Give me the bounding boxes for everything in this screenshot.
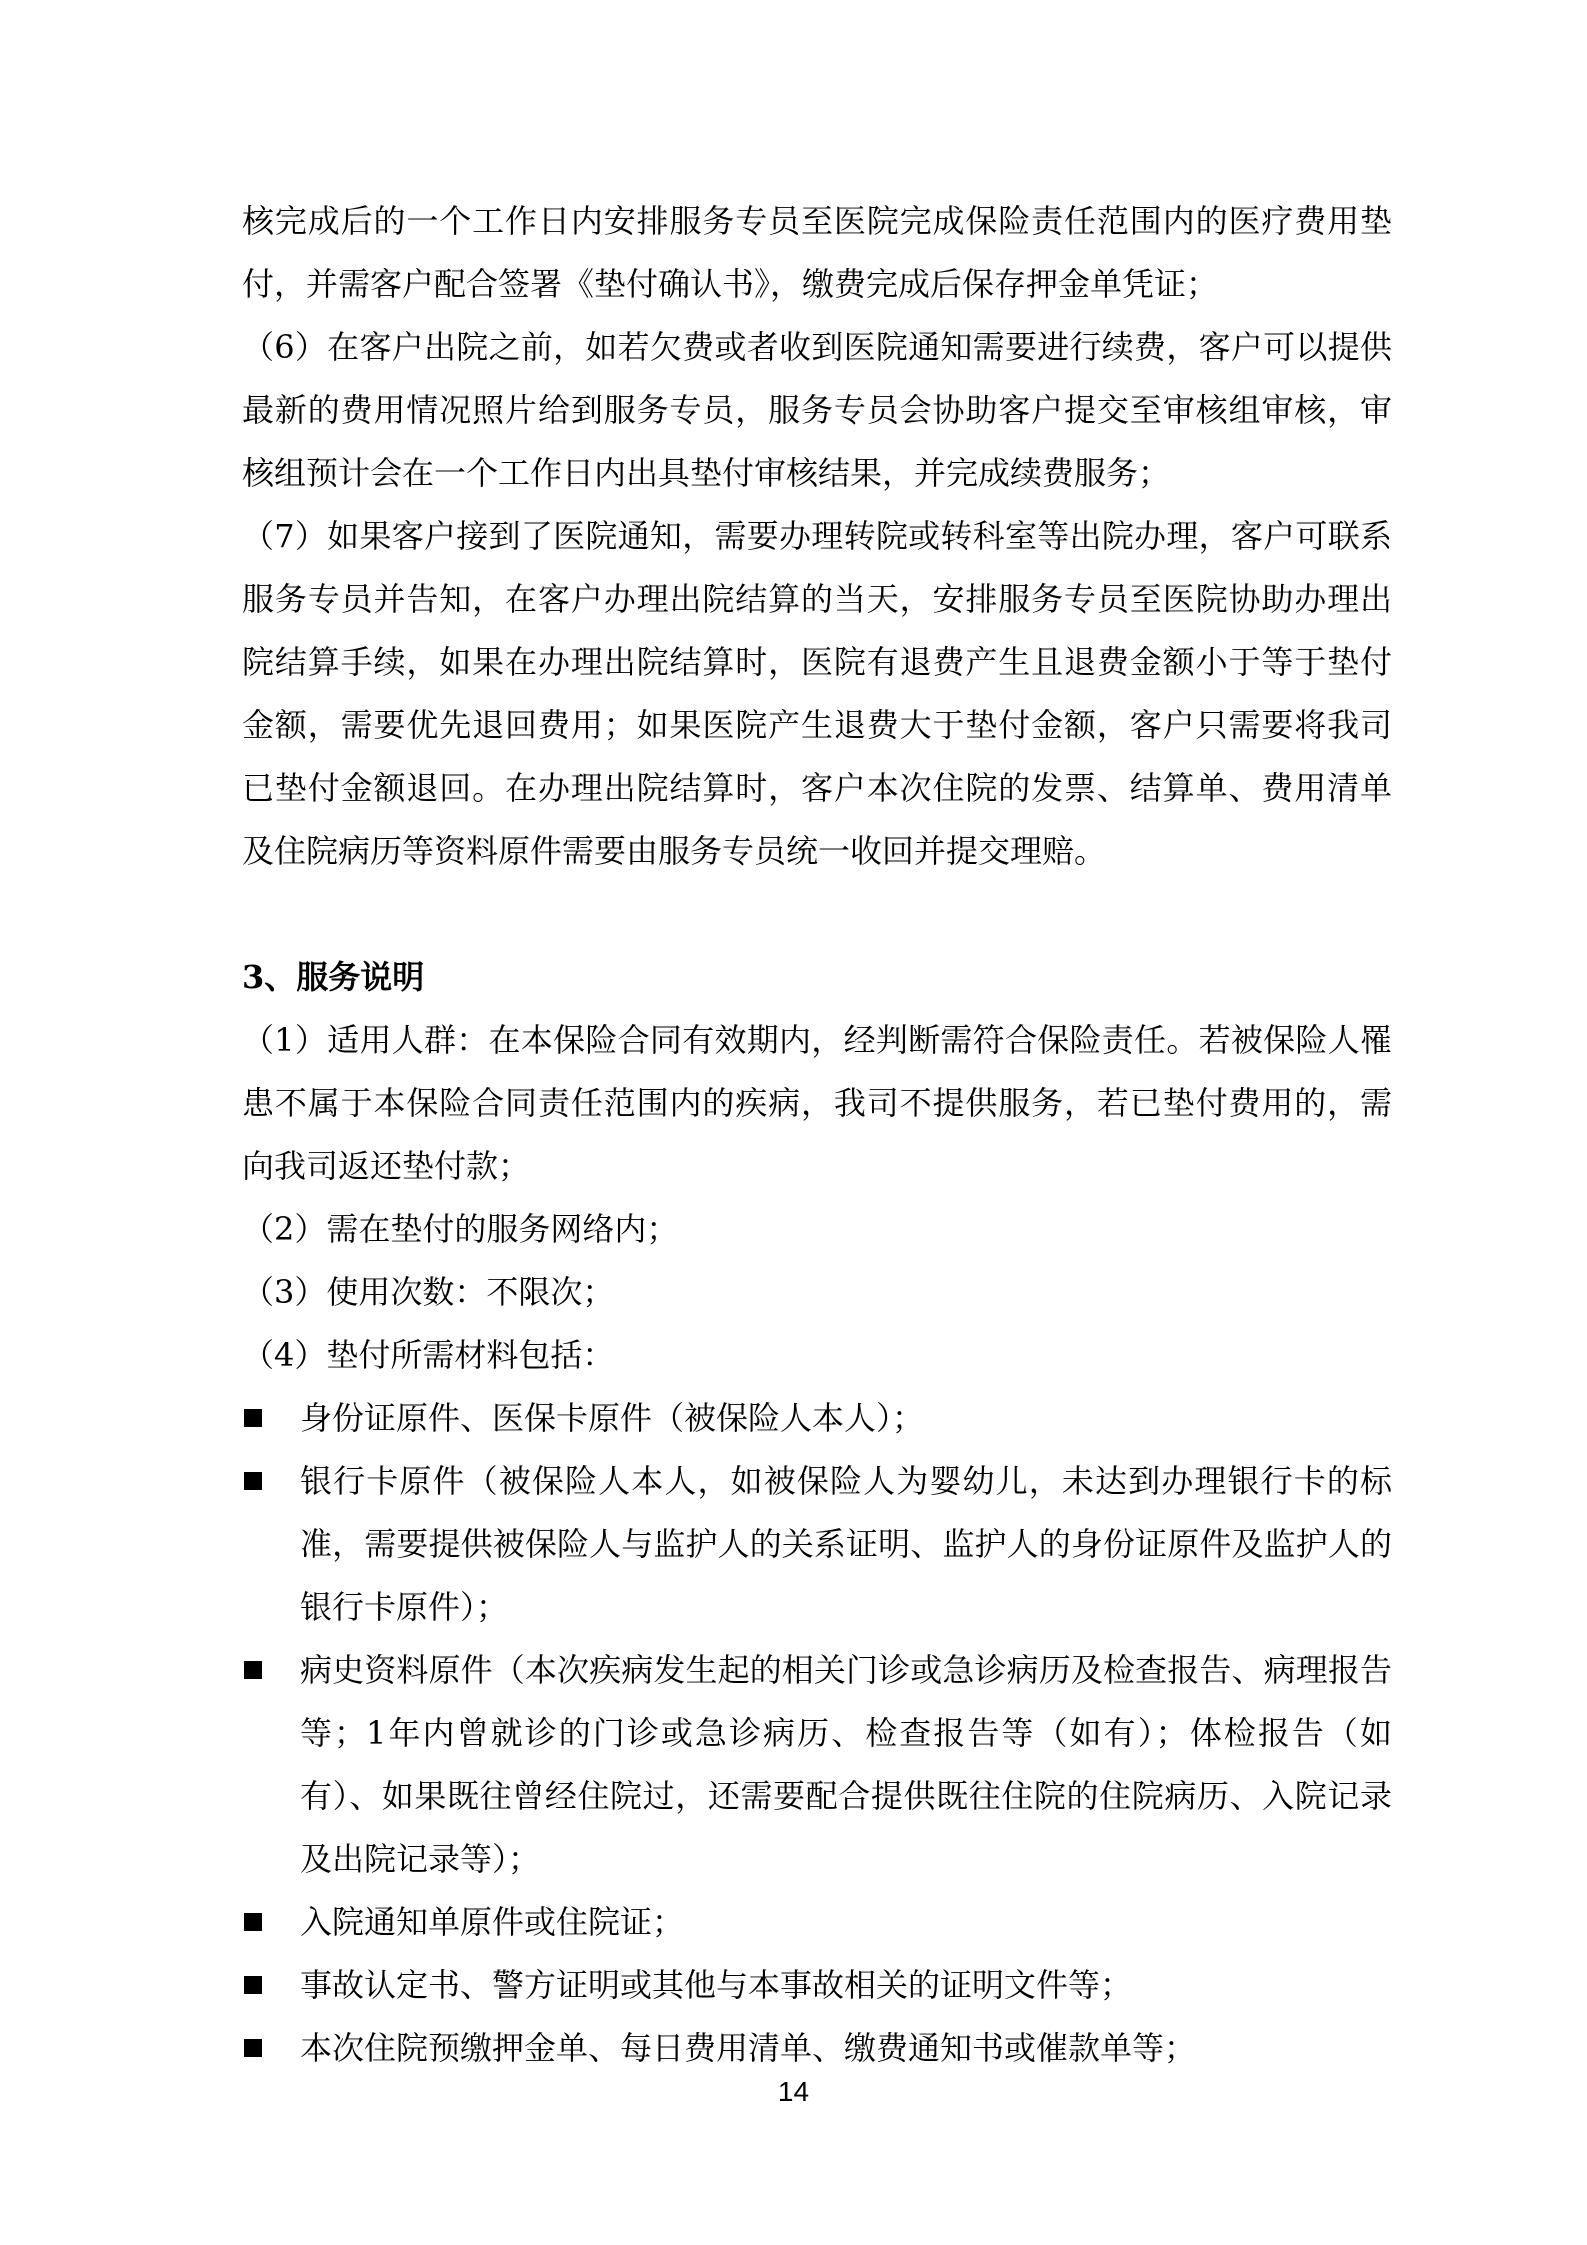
materials-list bbox=[242, 1387, 1392, 2080]
square-bullet-icon bbox=[244, 1913, 262, 1931]
paragraph-item-6: （6）在客户出院之前，如若欠费或者收到医院通知需要进行续费，客户可以提供最新的费用情况照片给到服务专员，服务专员会协助客户提交至审核组审核，审核组预计会在一个工作日内出具垫付审核结果，并完成续费服务； bbox=[242, 328, 1392, 492]
square-bullet-icon bbox=[244, 1409, 262, 1427]
square-bullet-icon bbox=[244, 2039, 262, 2057]
paragraph-item-2: （2）需在垫付的服务网络内； bbox=[242, 1210, 679, 1248]
list-item bbox=[242, 1891, 1392, 1954]
list-item-text: 入院通知单原件或住院证； bbox=[300, 1903, 685, 1941]
square-bullet-icon bbox=[244, 1661, 262, 1679]
paragraph-item-4: （4）垫付所需材料包括： bbox=[242, 1336, 615, 1374]
list-item-text: 身份证原件、医保卡原件（被保险人本人）； bbox=[300, 1399, 925, 1437]
list-item bbox=[242, 1450, 1392, 1639]
list-item bbox=[242, 2017, 1392, 2080]
list-item-text: 银行卡原件（被保险人本人，如被保险人为婴幼儿，未达到办理银行卡的标准，需要提供被保险人与监护人的关系证明、监护人的身份证原件及监护人的银行卡原件）； bbox=[300, 1462, 1392, 1626]
square-bullet-icon bbox=[244, 1472, 262, 1490]
paragraph-item-3: （3）使用次数：不限次； bbox=[242, 1273, 615, 1311]
section-heading-service-description: 3、服务说明 bbox=[242, 958, 425, 996]
paragraph-deposit-tail: 核完成后的一个工作日内安排服务专员至医院完成保险责任范围内的医疗费用垫付，并需客户配合签署《垫付确认书》，缴费完成后保存押金单凭证； bbox=[242, 202, 1392, 303]
paragraph-item-7: （7）如果客户接到了医院通知，需要办理转院或转科室等出院办理，客户可联系服务专员并告知，在客户办理出院结算的当天，安排服务专员至医院协助办理出院结算手续，如果在办理出院结算时，医院有退费产生且退费金额小于等于垫付金额，需要优先退回费用；如果医院产生退费大于垫付金额，客户只需要将我司已垫付金额退回。在办理出院结算时，客户本次住院的发票、结算单、费用清单及住院病历等资料原件需要由服务专员统一收回并提交理赔。 bbox=[242, 517, 1392, 870]
list-item-text: 事故认定书、警方证明或其他与本事故相关的证明文件等； bbox=[300, 1966, 1133, 2004]
paragraph-item-1: （1）适用人群：在本保险合同有效期内，经判断需符合保险责任。若被保险人罹患不属于本保险合同责任范围内的疾病，我司不提供服务，若已垫付费用的，需向我司返还垫付款； bbox=[242, 1021, 1392, 1185]
document-body bbox=[242, 190, 1392, 2080]
list-item bbox=[242, 1387, 1392, 1450]
square-bullet-icon bbox=[244, 1976, 262, 1994]
list-item bbox=[242, 1639, 1392, 1891]
list-item bbox=[242, 1954, 1392, 2017]
list-item-text: 本次住院预缴押金单、每日费用清单、缴费通知书或催款单等； bbox=[300, 2029, 1197, 2067]
list-item-text: 病史资料原件（本次疾病发生起的相关门诊或急诊病历及检查报告、病理报告等；1年内曾就诊的门诊或急诊病历、检查报告等（如有）；体检报告（如有）、如果既往曾经住院过，还需要配合提供既往住院的住院病历、入院记录及出院记录等）； bbox=[300, 1651, 1392, 1878]
page-number: 14 bbox=[777, 2076, 810, 2107]
